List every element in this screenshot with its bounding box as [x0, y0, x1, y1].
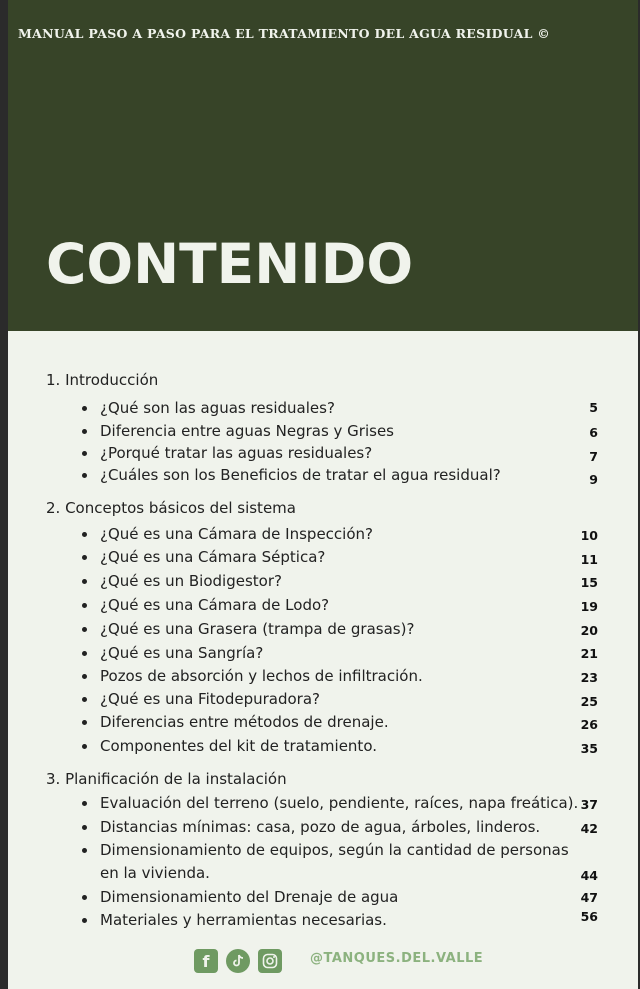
- toc-item: [100, 442, 372, 465]
- toc-item-text: ¿Qué es una Sangría?: [100, 644, 264, 662]
- toc-page-number: 20: [580, 623, 598, 638]
- toc-page-number: 25: [580, 694, 598, 709]
- toc-item: [100, 420, 394, 443]
- toc-page-number: 7: [589, 449, 598, 464]
- instagram-icon[interactable]: [258, 949, 282, 973]
- toc-item-text: ¿Qué es una Fitodepuradora?: [100, 690, 320, 708]
- toc-page-number: 10: [580, 528, 598, 543]
- bullet-icon: [82, 918, 87, 923]
- toc-item: [100, 618, 414, 641]
- bullet-icon: [82, 720, 87, 725]
- bullet-icon: [82, 532, 87, 537]
- toc-item: [100, 839, 570, 885]
- footer-social: [8, 944, 638, 978]
- facebook-icon[interactable]: f: [194, 949, 218, 973]
- bullet-icon: [82, 406, 87, 411]
- toc-item-text: ¿Qué es una Grasera (trampa de grasas)?: [100, 620, 415, 638]
- tiktok-icon[interactable]: [226, 949, 250, 973]
- toc-item-text: ¿Qué es una Cámara de Lodo?: [100, 596, 330, 614]
- toc-item: [100, 886, 398, 909]
- toc-item: [100, 642, 263, 665]
- bullet-icon: [82, 674, 87, 679]
- toc-item: [100, 816, 540, 839]
- document-page: [8, 0, 638, 989]
- bullet-icon: [82, 801, 87, 806]
- toc-section-1: 1. Introducción: [46, 371, 159, 389]
- bullet-icon: [82, 744, 87, 749]
- bullet-icon: [82, 603, 87, 608]
- toc-item-text: ¿Porqué tratar las aguas residuales?: [100, 444, 373, 462]
- toc-item: [100, 523, 373, 546]
- toc-item: [100, 688, 320, 711]
- toc-page-number: 6: [589, 425, 598, 440]
- toc-item: [100, 397, 335, 420]
- toc-item-text: Pozos de absorción y lechos de infiltración.: [100, 667, 423, 685]
- toc-item-text: Dimensionamiento de equipos, según la cantidad de personas en la vivienda.: [100, 841, 569, 882]
- page-title: CONTENIDO: [46, 232, 414, 296]
- toc-item: [100, 792, 578, 815]
- toc-item-text: Materiales y herramientas necesarias.: [100, 911, 387, 929]
- toc-item: [100, 909, 387, 932]
- toc-item: [100, 594, 329, 617]
- toc-page-number: 23: [580, 670, 598, 685]
- bullet-icon: [82, 429, 87, 434]
- toc-page-number: 11: [580, 552, 598, 567]
- toc-item-text: Diferencia entre aguas Negras y Grises: [100, 422, 394, 440]
- toc-page-number: 21: [580, 646, 598, 661]
- toc-page-number: 37: [580, 797, 598, 812]
- toc-item-text: ¿Qué es un Biodigestor?: [100, 572, 282, 590]
- bullet-icon: [82, 627, 87, 632]
- toc-page-number: 26: [580, 717, 598, 732]
- toc-item-text: Diferencias entre métodos de drenaje.: [100, 713, 389, 731]
- bullet-icon: [82, 651, 87, 656]
- toc-item-text: ¿Qué es una Cámara de Inspección?: [100, 525, 373, 543]
- toc-item: [100, 546, 325, 569]
- toc-item-text: ¿Qué son las aguas residuales?: [100, 399, 335, 417]
- bullet-icon: [82, 848, 87, 853]
- toc-item-text: Componentes del kit de tratamiento.: [100, 737, 377, 755]
- toc-page-number: 42: [580, 821, 598, 836]
- toc-item: [100, 711, 389, 734]
- bullet-icon: [82, 451, 87, 456]
- bullet-icon: [82, 555, 87, 560]
- toc-section-3: 3. Planificación de la instalación: [46, 770, 287, 788]
- toc-page-number: 9: [589, 472, 598, 487]
- toc-item-text: ¿Qué es una Cámara Séptica?: [100, 548, 326, 566]
- bullet-icon: [82, 825, 87, 830]
- toc-page-number: 47: [580, 890, 598, 905]
- toc-item: [100, 735, 377, 758]
- social-handle[interactable]: @TANQUES.DEL.VALLE: [310, 951, 484, 966]
- toc-item-text: Distancias mínimas: casa, pozo de agua, árboles, linderos.: [100, 818, 541, 836]
- toc-page-number: 35: [580, 741, 598, 756]
- toc-item-text: Evaluación del terreno (suelo, pendiente, raíces, napa freática).: [100, 794, 579, 812]
- toc-item: [100, 665, 423, 688]
- toc-page-number: 5: [589, 400, 598, 415]
- toc-section-2: 2. Conceptos básicos del sistema: [46, 499, 296, 517]
- toc-item: [100, 570, 282, 593]
- toc-page-number: 19: [580, 599, 598, 614]
- toc-item-text: Dimensionamiento del Drenaje de agua: [100, 888, 399, 906]
- toc-page-number: 44: [580, 868, 598, 883]
- header-band: [8, 0, 638, 331]
- bullet-icon: [82, 579, 87, 584]
- bullet-icon: [82, 697, 87, 702]
- instagram-glyph: [262, 953, 278, 969]
- toc-page-number: 56: [580, 909, 598, 924]
- bullet-icon: [82, 895, 87, 900]
- toc-page-number: 15: [580, 575, 598, 590]
- toc-item-text: ¿Cuáles son los Beneficios de tratar el agua residual?: [100, 466, 501, 484]
- toc-item: [100, 464, 501, 487]
- tiktok-glyph: [231, 954, 245, 968]
- bullet-icon: [82, 473, 87, 478]
- manual-title: MANUAL PASO A PASO PARA EL TRATAMIENTO DEL AGUA RESIDUAL ©: [18, 26, 551, 41]
